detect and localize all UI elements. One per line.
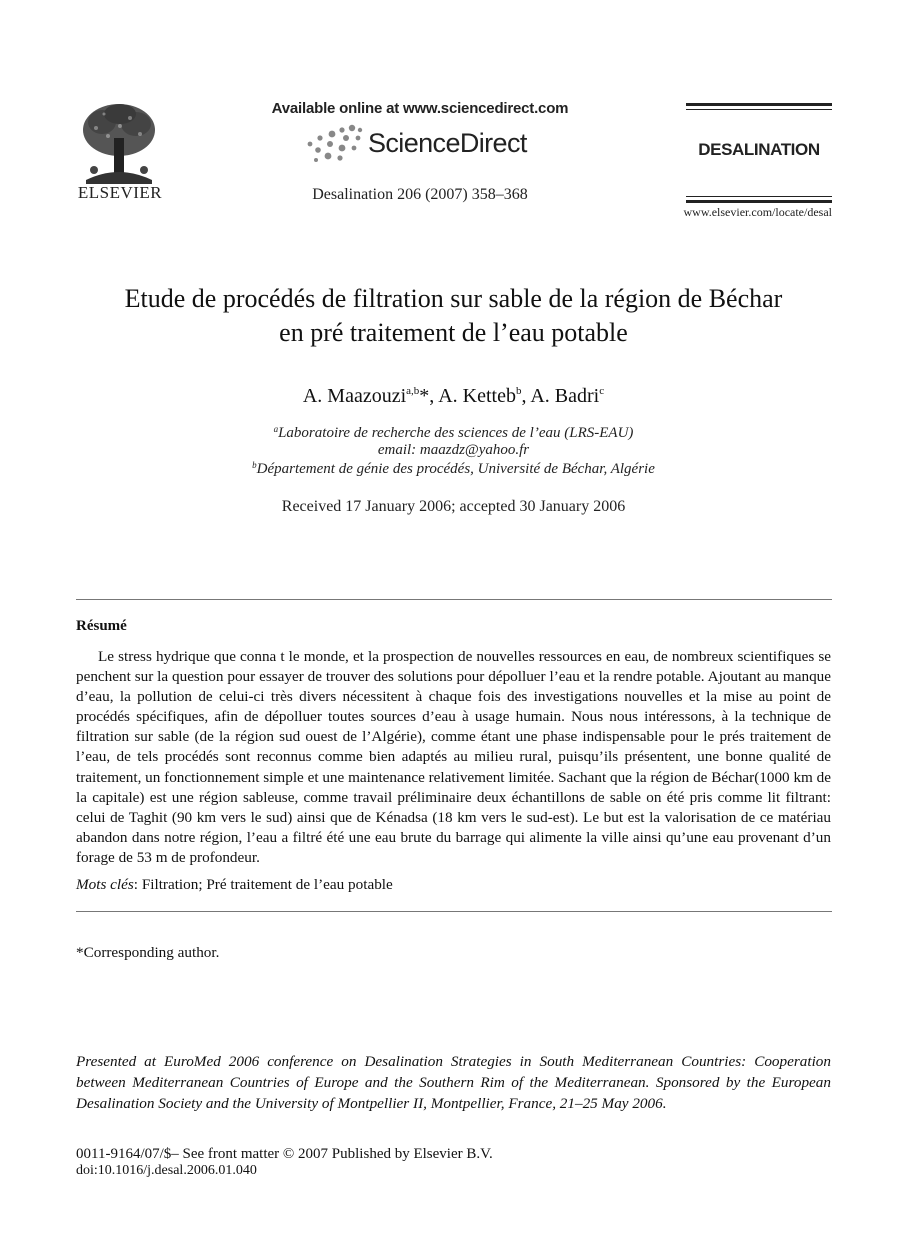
masthead-rule [686,200,832,203]
elsevier-wordmark: ELSEVIER [77,183,163,202]
article-title [60,282,847,350]
affiliation-text: Département de génie des procédés, Université de Béchar, Algérie [256,461,655,477]
section-divider [76,599,832,600]
journal-masthead [686,100,832,210]
affiliation [100,424,807,442]
author-affiliation-marker: b [515,385,522,397]
corresponding-author-note: *Corresponding author. [76,944,220,961]
keywords-label: Mots clés [76,876,134,893]
doi-link[interactable]: doi:10.1016/j.desal.2006.01.040 [76,1163,257,1178]
section-divider [76,911,832,912]
sciencedirect-dots-icon [302,124,366,164]
sciencedirect-logo[interactable] [302,122,552,166]
author-name[interactable]: A. Maazouzi [302,385,407,407]
abstract-heading: Résumé [76,618,127,634]
title-line-2: en pré traitement de l’eau potable [279,318,628,347]
author-name[interactable]: A. Ketteb [438,385,516,407]
author-list: A. Maazouzi$^{a,b}$*, A. Ketteb$^b$, A. Badri$^c$ [302,385,605,407]
title-line-1: Etude de procédés de filtration sur sable de la région de Béchar [124,284,783,313]
available-online-link[interactable]: Available online at www.sciencedirect.com [271,100,569,117]
affiliation-marker: a [273,424,279,434]
author-affiliation-marker: a,b [406,385,420,397]
received-dates: Received 17 January 2006; accepted 30 January 2006 [281,498,626,515]
keywords [76,876,831,894]
sciencedirect-wordmark: ScienceDirect [368,128,527,158]
keywords-text: : Filtration; Pré traitement de l’eau potable [133,876,393,893]
affiliation-text: Laboratoire de recherche des sciences de l’eau (LRS-EAU) [278,425,634,441]
masthead-rule [686,103,832,106]
masthead-rule [686,109,832,110]
author-email[interactable] [100,442,807,459]
corresponding-marker: * [419,385,430,407]
email-text[interactable]: email: maazdz@yahoo.fr [377,442,530,458]
journal-citation: Desalination 206 (2007) 358–368 [312,186,528,203]
author-affiliation-marker: c [599,385,605,397]
affiliation [100,460,807,478]
masthead-rule [686,196,832,197]
affiliation-marker: b [252,460,257,470]
author-name[interactable]: A. Badri [530,385,600,407]
journal-url-link[interactable]: www.elsevier.com/locate/desal [683,205,832,219]
conference-note: Presented at EuroMed 2006 conference on Desalination Strategies in South Mediterranean Countries: Cooperation between Mediterranean Countries of Europe and the Southern Rim of the Mediterranean. Sponsored by the European Desalination Society and the University of Montpellier II, Montpellier, France, 21–25 May 2006. [76,1053,831,1112]
issn-copyright: 0011-9164/07/$– See front matter © 2007 Published by Elsevier B.V. [76,1146,493,1162]
abstract-body: Le stress hydrique que conna t le monde, et la prospection de nouvelles ressources en eau, de nombreux scientifiques se penchent sur la question pour essayer de trouver des solutions pour dépolluer l’eau et la rendre potable. Ajoutant au manque d’eau, la pollution de celui-ci très divers nécessitent à chaque fois des investigations nouvelles et la mise au point de procédés spécifiques, afin de dépolluer toutes sources d’eau à usage humain. Nous nous intéressons, à la technique de filtration sur sable (de la région sud ouest de l’Algérie), comme étant une phase indispensable pour le prés traitement de l’eau, de tels procédés sont reconnus comme bien adaptés au milieu rural, puisqu’ils présentent, une bonne qualité de traitement, un fonctionnement simple et une maintenance relativement limitée. Sachant que la région de Béchar(1000 km de la capitale) est une région sableuse, comme travail préliminaire deux échantillons de sable on été pris comme lit filtrant: celui de Taghit (90 km vers le sud) ainsi que de Kénadsa (18 km vers le sud-est). Le but est la valorisation de ce matériau abandon dans notre région, l’eau a filtré été une eau brute du barrage qui alimente la ville ainsi qu’une eau provenant d’un forage de 53 m de profondeur. [76,648,831,866]
journal-name: DESALINATION [698,140,820,159]
